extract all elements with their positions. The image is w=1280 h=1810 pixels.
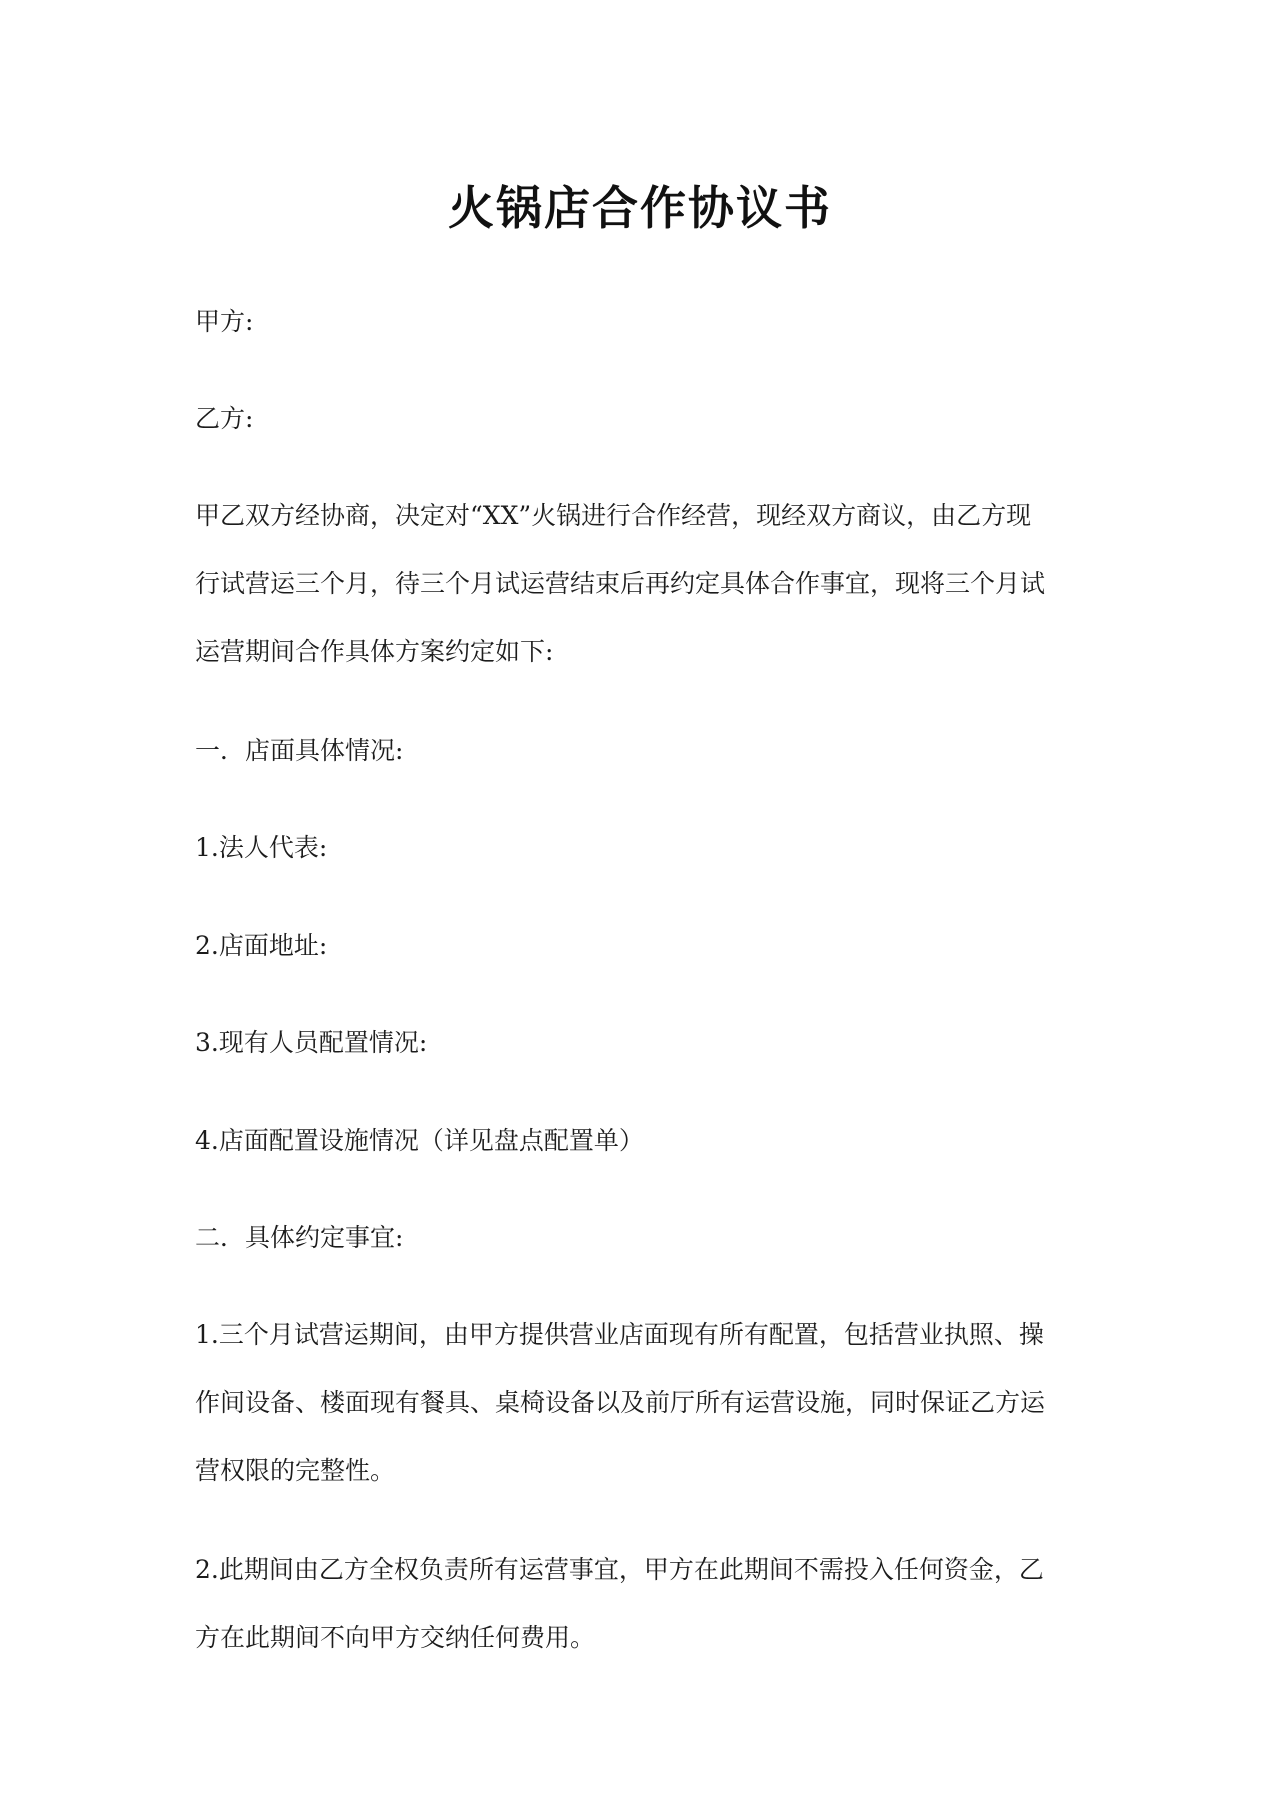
party-a-label: 甲方: — [195, 307, 254, 336]
document-title: 火锅店合作协议书 — [448, 181, 832, 235]
section-1-heading: 一．店面具体情况: — [195, 736, 404, 765]
section-1-item: 2.店面地址: — [195, 931, 328, 960]
intro-line: 行试营运三个月，待三个月试运营结束后再约定具体合作事宜，现将三个月试 — [195, 569, 1046, 598]
section-1-item: 4.店面配置设施情况（详见盘点配置单） — [195, 1126, 644, 1155]
clause-1-line: 1.三个月试营运期间，由甲方提供营业店面现有所有配置，包括营业执照、操 — [195, 1320, 1044, 1349]
clause-2-paragraph — [195, 1536, 1095, 1672]
section-1-item: 1.法人代表: — [195, 833, 328, 862]
intro-line: 运营期间合作具体方案约定如下: — [195, 637, 554, 666]
clause-2-line: 方在此期间不向甲方交纳任何费用。 — [195, 1623, 596, 1652]
clause-1-paragraph — [195, 1301, 1095, 1505]
clause-1-line: 营权限的完整性。 — [195, 1456, 396, 1485]
clause-2-line: 2.此期间由乙方全权负责所有运营事宜，甲方在此期间不需投入任何资金，乙 — [195, 1555, 1044, 1584]
section-1-item: 3.现有人员配置情况: — [195, 1028, 428, 1057]
intro-paragraph — [195, 482, 1095, 686]
intro-line: 甲乙双方经协商，决定对“XX”火锅进行合作经营，现经双方商议，由乙方现 — [195, 501, 1032, 530]
clause-1-line: 作间设备、楼面现有餐具、桌椅设备以及前厅所有运营设施，同时保证乙方运 — [195, 1388, 1046, 1417]
section-2-heading: 二．具体约定事宜: — [195, 1223, 404, 1252]
party-b-label: 乙方: — [195, 404, 254, 433]
